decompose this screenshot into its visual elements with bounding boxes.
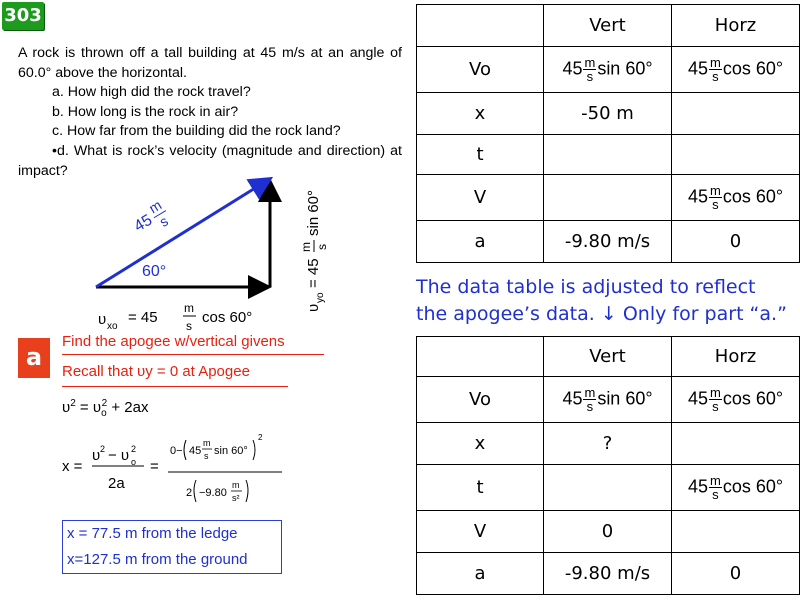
- svg-text:xo: xo: [107, 321, 118, 332]
- svg-text:= 45: = 45: [305, 258, 322, 288]
- svg-text:o: o: [131, 457, 137, 467]
- t1-row-vo-label: Vo: [417, 47, 544, 93]
- svg-text:s: s: [204, 451, 209, 461]
- t2-row-vo-label: Vo: [417, 377, 544, 423]
- svg-text:2: 2: [186, 487, 193, 499]
- svg-text:sin 60°: sin 60°: [305, 189, 322, 236]
- result-box: [62, 520, 282, 574]
- part-a-badge: a: [18, 338, 50, 378]
- svg-text:υ: υ: [305, 303, 322, 312]
- t1-header-vert: Vert: [544, 5, 672, 47]
- note-line-2b: Only for part “a.”: [622, 303, 787, 325]
- adjustment-note: [416, 274, 800, 328]
- svg-text:0−: 0−: [170, 445, 183, 457]
- vertical-label: [299, 190, 329, 312]
- t1-vo-vert: 45 $\frac{m}{s}$ sin 60°: [544, 47, 672, 93]
- svg-text:υ: υ: [92, 447, 101, 464]
- t1-row-v-label: V: [417, 175, 544, 221]
- t1-t-horz: [672, 135, 800, 175]
- svg-text:−9.80: −9.80: [199, 487, 227, 499]
- t2-v-horz: [672, 511, 800, 553]
- t2-vo-vert: 45 $\frac{m}{s}$ sin 60°: [544, 377, 672, 423]
- svg-text:2: 2: [131, 444, 137, 454]
- t2-a-vert: -9.80 m/s: [544, 553, 672, 595]
- t1-header-blank: [417, 5, 544, 47]
- t2-a-horz: 0: [672, 553, 800, 595]
- note-line-2a: the apogee’s data.: [416, 303, 595, 325]
- kinematic-equation: $\upsilon^2 = \upsilon_o^2 + 2ax$: [62, 398, 149, 419]
- down-arrow-icon: ↓: [600, 303, 617, 325]
- t2-header-vert: Vert: [544, 337, 672, 377]
- slide-number-badge: 303: [2, 2, 44, 30]
- t1-row-a-label: a: [417, 221, 544, 263]
- t1-header-horz: Horz: [672, 5, 800, 47]
- svg-text:− υ: − υ: [108, 447, 130, 464]
- t2-t-vert: [544, 465, 672, 511]
- question-a: a. How high did the rock travel?: [52, 84, 251, 101]
- svg-text:=: =: [150, 458, 159, 475]
- question-d: •d. What is rock’s velocity (magnitude and direction) at impact?: [18, 142, 402, 179]
- t1-row-t-label: t: [417, 135, 544, 175]
- question-b: b. How long is the rock in air?: [52, 103, 239, 120]
- t2-x-vert: ?: [544, 423, 672, 465]
- svg-text:yo: yo: [315, 292, 326, 303]
- result-ground: x=127.5 m from the ground: [67, 551, 248, 568]
- svg-text:s: s: [315, 244, 329, 250]
- hyp-unit-num: m: [146, 196, 165, 217]
- solve-for-x-equation: [0, 0, 300, 520]
- t1-v-horz: 45 $\frac{m}{s}$ cos 60°: [672, 175, 800, 221]
- note-line-1: The data table is adjusted to reflect: [416, 276, 756, 298]
- svg-text:cos 60°: cos 60°: [202, 309, 253, 326]
- svg-text:υ: υ: [98, 311, 107, 328]
- t1-x-vert: -50 m: [544, 93, 672, 135]
- svg-text:m: m: [232, 480, 240, 490]
- t2-row-x-label: x: [417, 423, 544, 465]
- svg-text:= 45: = 45: [128, 309, 158, 326]
- t2-row-a-label: a: [417, 553, 544, 595]
- svg-text:m: m: [299, 242, 313, 252]
- t1-a-horz: 0: [672, 221, 800, 263]
- t2-x-horz: [672, 423, 800, 465]
- part-a-instruction-2: Recall that υy = 0 at Apogee: [62, 363, 250, 380]
- t1-row-x-label: x: [417, 93, 544, 135]
- svg-text:m: m: [203, 438, 211, 448]
- svg-text:s: s: [186, 319, 192, 333]
- t1-vo-horz: 45 $\frac{m}{s}$ cos 60°: [672, 47, 800, 93]
- t2-t-horz: 45 $\frac{m}{s}$ cos 60°: [672, 465, 800, 511]
- data-table-apogee: [416, 336, 800, 595]
- question-c: c. How far from the building did the rock land?: [52, 123, 341, 140]
- t1-a-vert: -9.80 m/s: [544, 221, 672, 263]
- t2-row-v-label: V: [417, 511, 544, 553]
- data-table-full: [416, 4, 800, 263]
- svg-text:x =: x =: [62, 458, 83, 475]
- t1-x-horz: [672, 93, 800, 135]
- t2-header-horz: Horz: [672, 337, 800, 377]
- problem-intro: A rock is thrown off a tall building at 45 m/s at an angle of 60.0° above the horizontal.: [18, 45, 402, 81]
- svg-text:s²: s²: [232, 493, 240, 503]
- part-a-instruction-1: Find the apogee w/vertical givens: [62, 333, 285, 350]
- svg-text:2: 2: [100, 444, 106, 454]
- svg-text:sin 60°: sin 60°: [214, 445, 248, 457]
- hyp-unit-den: s: [156, 212, 171, 230]
- svg-text:2: 2: [258, 433, 263, 442]
- svg-text:45: 45: [189, 445, 202, 457]
- svg-text:m: m: [184, 301, 194, 315]
- t2-v-vert: 0: [544, 511, 672, 553]
- hyp-speed: 45: [131, 211, 156, 236]
- t1-v-vert: [544, 175, 672, 221]
- svg-text:2a: 2a: [108, 475, 125, 492]
- t2-header-blank: [417, 337, 544, 377]
- t1-t-vert: [544, 135, 672, 175]
- result-ledge: x = 77.5 m from the ledge: [67, 525, 238, 542]
- t2-vo-horz: 45 $\frac{m}{s}$ cos 60°: [672, 377, 800, 423]
- angle-label: 60°: [142, 263, 167, 280]
- t2-row-t-label: t: [417, 465, 544, 511]
